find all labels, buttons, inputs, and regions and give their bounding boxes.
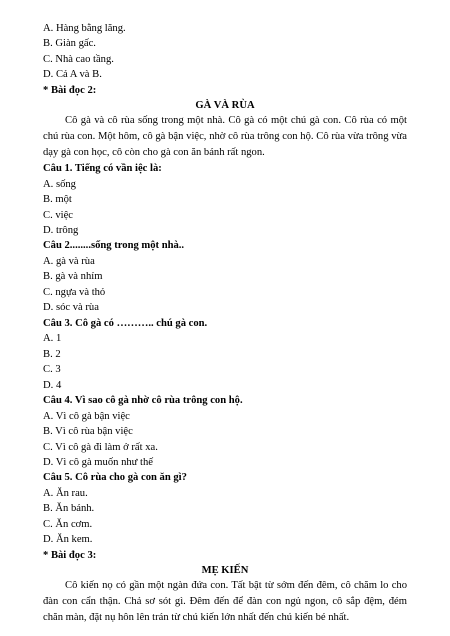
answer-option: B. Vì cô rùa bận việc <box>43 426 133 437</box>
reading3-paragraph <box>43 578 407 626</box>
answer-option: B. Ăn bánh. <box>43 503 95 514</box>
answer-option: B. một <box>43 194 72 205</box>
reading3-label: * Bài đọc 3: <box>43 550 97 561</box>
reading2-title: GÀ VÀ RÙA <box>195 100 255 111</box>
answer-option: C. Vì cô gà đi làm ở rất xa. <box>43 442 158 453</box>
reading3-paragraph-text: Cô kiến nọ có gần một ngàn đứa con. Tất bật từ sớm đến đêm, cô chăm lo cho đàn con cẩn thận. Chả sơ sót gì. Đêm đến để đàn con ngủ ngon, cô sắp đệm, đém chăn màn, đặt nụ hôn lên trán từ chú kiến lớn nhất đến chú kiến bé nhất. <box>43 580 407 623</box>
answer-option: D. 4 <box>43 380 62 391</box>
answer-option: A. 1 <box>43 333 62 344</box>
answer-option: C. ngựa và thỏ <box>43 287 106 298</box>
option-line: C. Nhà cao tầng. <box>43 54 114 65</box>
question-3: Câu 3. Cô gà có ……….. chú gà con. <box>43 318 208 329</box>
answer-option: D. Ăn kem. <box>43 534 93 545</box>
answer-option: A. gà và rùa <box>43 256 95 267</box>
reading2-label: * Bài đọc 2: <box>43 85 97 96</box>
answer-option: B. gà và nhím <box>43 271 103 282</box>
question-4: Câu 4. Vì sao cô gà nhờ cô rùa trông con hộ. <box>43 395 243 406</box>
reading2-paragraph <box>43 113 407 161</box>
option-line: D. Cả A và B. <box>43 69 102 80</box>
answer-option: A. Ăn rau. <box>43 488 88 499</box>
answer-option: C. việc <box>43 210 74 221</box>
answer-option: D. Vì cô gà muốn như thế <box>43 457 153 468</box>
reading2-paragraph-text: Cô gà và cô rùa sống trong một nhà. Cô gà có một chú gà con. Cô rùa có một chú rùa con. Một hôm, cô gà bận việc, nhờ cô rùa trông con hộ. Cô rùa vừa trông vừa dạy gà con học, cô còn cho gà con ăn bánh rất ngon. <box>43 115 407 158</box>
option-line: B. Giàn gấc. <box>43 38 96 49</box>
question-5: Câu 5. Cô rùa cho gà con ăn gì? <box>43 472 187 483</box>
option-line: A. Hàng bằng lăng. <box>43 23 126 34</box>
reading3-title: MẸ KIẾN <box>201 565 249 576</box>
answer-option: D. trông <box>43 225 79 236</box>
answer-option: C. 3 <box>43 364 61 375</box>
answer-option: A. Vì cô gà bận việc <box>43 411 130 422</box>
answer-option: C. Ăn cơm. <box>43 519 93 530</box>
answer-option: D. sóc và rùa <box>43 302 99 313</box>
answer-option: B. 2 <box>43 349 61 360</box>
question-1: Câu 1. Tiếng có vần iệc là: <box>43 163 162 174</box>
question-2: Câu 2........sống trong một nhà.. <box>43 240 185 251</box>
answer-option: A. sống <box>43 179 76 190</box>
